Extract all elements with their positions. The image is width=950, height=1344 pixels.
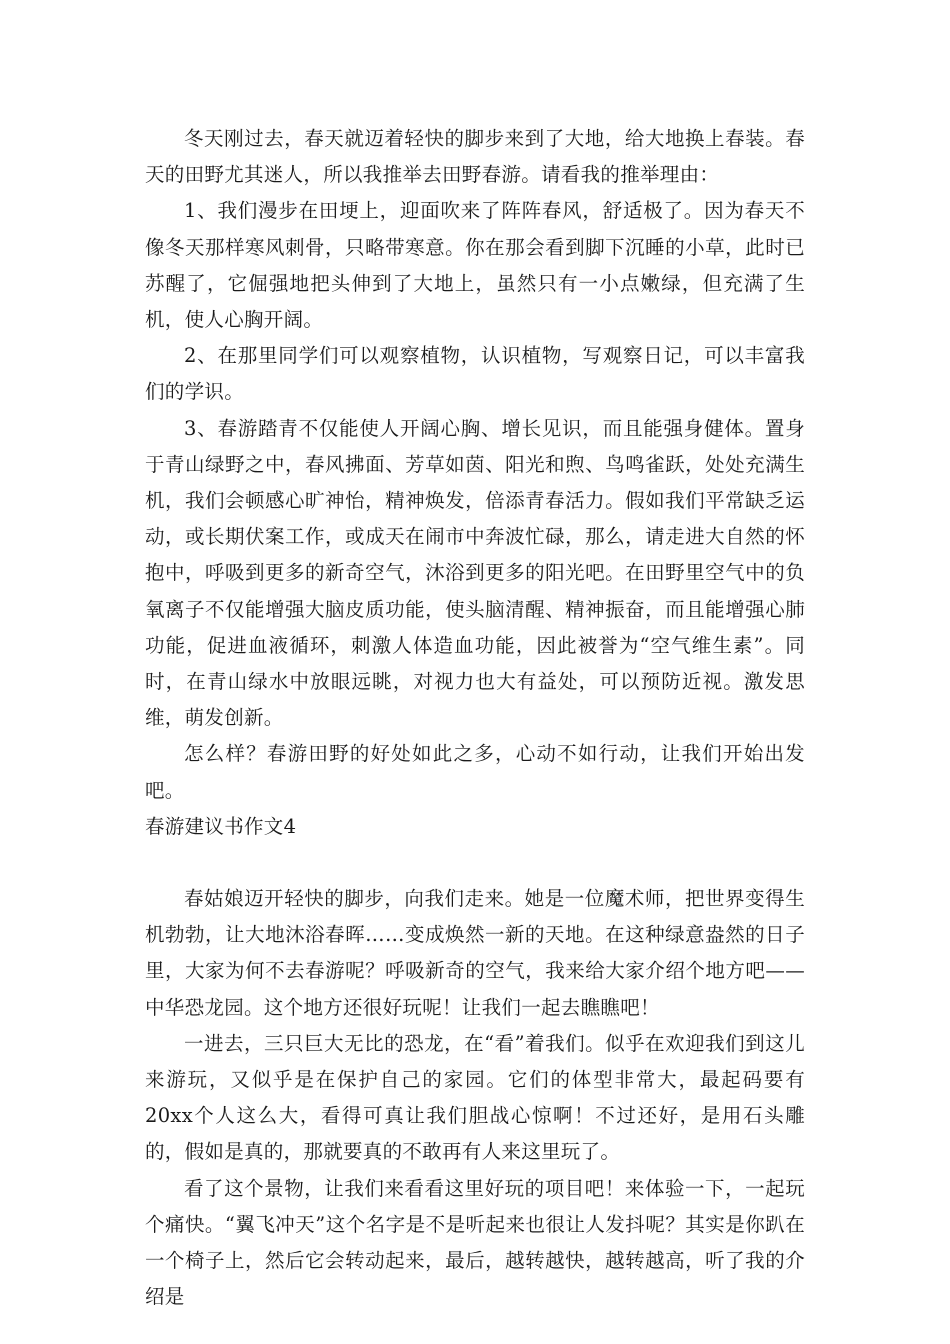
reason-3-paragraph: 3、春游踏青不仅能使人开阔心胸、增长见识，而且能强身健体。置身于青山绿野之中，春风拂面、芳草如茵、阳光和煦、鸟鸣雀跃，处处充满生机，我们会顿感心旷神怡，精神焕发，倍添青春活力。假如我们平常缺乏运动，或长期伏案工作，或成天在闹市中奔波忙碌，那么，请走进大自然的怀抱中，呼吸到更多的新奇空气，沐浴到更多的阳光吧。在田野里空气中的负氧离子不仅能增强大脑皮质功能，使头脑清醒、精神振奋，而且能增强心肺功能，促进血液循环，刺激人体造血功能，因此被誉为“空气维生素”。同时，在青山绿水中放眼远眺，对视力也大有益处，可以预防近视。激发思维，萌发创新。 bbox=[145, 416, 805, 730]
document-page bbox=[145, 121, 805, 1316]
blank-line bbox=[145, 845, 805, 881]
reason-1-paragraph: 1、我们漫步在田埂上，迎面吹来了阵阵春风，舒适极了。因为春天不像冬天那样寒风刺骨，只略带寒意。你在那会看到脚下沉睡的小草，此时已苏醒了，它倔强地把头伸到了大地上，虽然只有一小点嫩绿，但充满了生机，使人心胸开阔。 bbox=[145, 199, 805, 332]
essay4-paragraph-1: 春姑娘迈开轻快的脚步，向我们走来。她是一位魔术师，把世界变得生机勃勃，让大地沐浴春晖……变成焕然一新的天地。在这种绿意盎然的日子里，大家为何不去春游呢？呼吸新奇的空气，我来给大家介绍个地方吧——中华恐龙园。这个地方还很好玩呢！让我们一起去瞧瞧吧！ bbox=[145, 887, 805, 1019]
intro-paragraph: 冬天刚过去，春天就迈着轻快的脚步来到了大地，给大地换上春装。春天的田野尤其迷人，所以我推举去田野春游。请看我的推举理由： bbox=[145, 127, 805, 187]
closing-paragraph: 怎么样？春游田野的好处如此之多，心动不如行动，让我们开始出发吧。 bbox=[145, 742, 805, 802]
essay4-paragraph-2: 一进去，三只巨大无比的恐龙，在“看”着我们。似乎在欢迎我们到这儿来游玩，又似乎是在保护自己的家园。它们的体型非常大，最起码要有20xx个人这么大，看得可真让我们胆战心惊啊！不过还好，是用石头雕的，假如是真的，那就要真的不敢再有人来这里玩了。 bbox=[145, 1031, 805, 1164]
reason-2-paragraph: 2、在那里同学们可以观察植物，认识植物，写观察日记，可以丰富我们的学识。 bbox=[145, 344, 805, 404]
section-heading: 春游建议书作文4 bbox=[145, 814, 297, 838]
essay4-paragraph-3: 看了这个景物，让我们来看看这里好玩的项目吧！来体验一下，一起玩个痛快。“翼飞冲天”这个名字是不是听起来也很让人发抖呢？其实是你趴在一个椅子上，然后它会转动起来，最后，越转越快，越转越高，听了我的介绍是 bbox=[145, 1176, 805, 1309]
